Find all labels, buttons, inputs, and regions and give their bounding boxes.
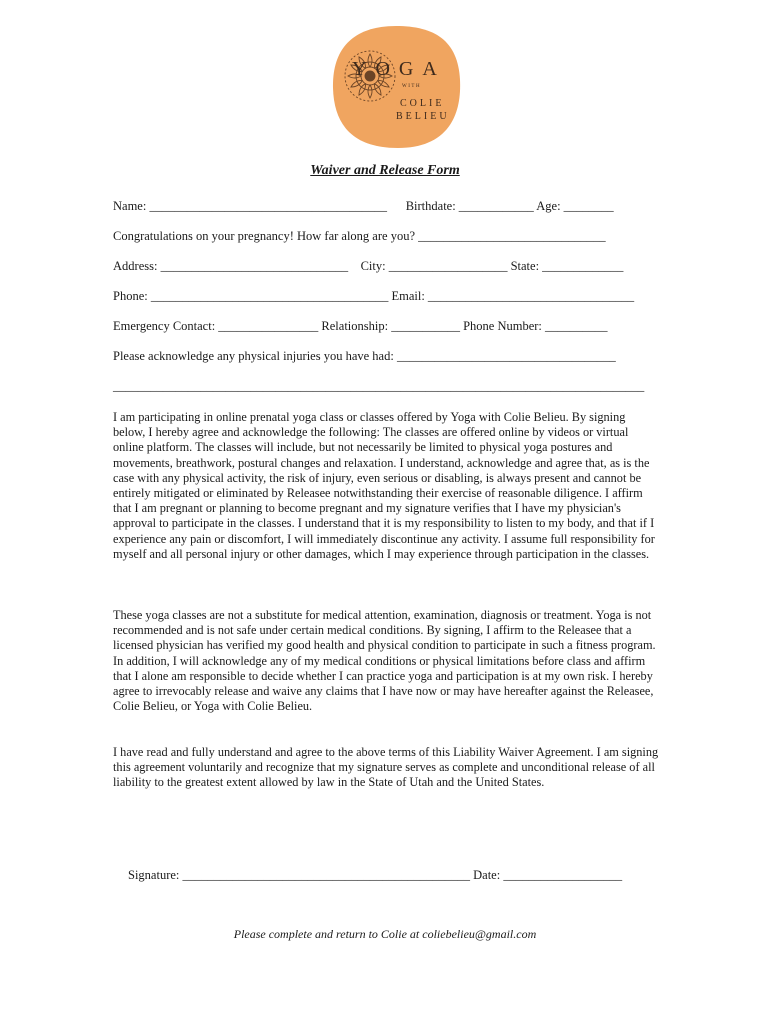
pregnancy-field[interactable]: Congratulations on your pregnancy! How far along are you? ______________________________ bbox=[113, 229, 606, 243]
logo-name-first: COLIE bbox=[400, 98, 445, 109]
address-city-state-fields[interactable]: Address: ______________________________ City: ___________________ State: _____________ bbox=[113, 259, 624, 273]
waiver-paragraph-1: I am participating in online prenatal yoga class or classes offered by Yoga with Colie Belieu. By signing below, I hereby agree and acknowledge the following: The classes are offered online by videos or virtual online platform. The classes will include, but not necessarily be limited to physical yoga postures and movements, breathwork, postural changes and relaxation. I understand, acknowledge and agree that, as is the case with any physical activity, the risk of injury, even serious or disabling, is always present and cannot be entirely mitigated or eliminated by Releasee notwithstanding their exercise of reasonable diligence. I affirm that I am pregnant or planning to become pregnant and my signature verifies that I have my physician's approval to participate in the classes. I understand that it is my responsibility to listen to my body, and that if I experience any pain or discomfort, I will immediately discontinue any activity. I assume full responsibility for myself and all personal injury or other damages, which I may experience through participation in the classes. bbox=[113, 410, 655, 561]
form-title: Waiver and Release Form bbox=[310, 163, 460, 178]
logo-with: WITH bbox=[402, 84, 422, 89]
logo-title: YOGA bbox=[352, 58, 446, 80]
name-birthdate-age-fields[interactable]: Name: ______________________________________ Birthdate: ____________ Age: ________ bbox=[113, 199, 614, 213]
emergency-contact-fields[interactable]: Emergency Contact: ________________ Relationship: ___________ Phone Number: __________ bbox=[113, 319, 608, 333]
injuries-field[interactable]: Please acknowledge any physical injuries you have had: ___________________________________ bbox=[113, 349, 616, 363]
phone-email-fields[interactable]: Phone: ______________________________________ Email: _________________________________ bbox=[113, 289, 635, 303]
injuries-continuation-field[interactable]: _____________________________________________________________________________________ bbox=[113, 379, 645, 393]
waiver-paragraph-2: These yoga classes are not a substitute for medical attention, examination, diagnosis or treatment. Yoga is not recommended and is not safe under certain medical conditions. By signing, I affirm to the Releasee that a licensed physician has verified my good health and physical condition to participate in such a fitness program. In addition, I will acknowledge any of my medical conditions or physical limitations before class and affirm that I alone am responsible to decide whether I can practice yoga and participation is at my own risk. I hereby agree to irrevocably release and waive any claims that I have now or may have hereafter against the Releasee, Colie Belieu, or Yoga with Colie Belieu. bbox=[113, 608, 656, 714]
yoga-logo bbox=[330, 24, 462, 150]
return-instructions: Please complete and return to Colie at coliebelieu@gmail.com bbox=[233, 927, 537, 941]
signature-date-fields[interactable]: Signature: ______________________________________________ Date: ___________________ bbox=[128, 868, 623, 882]
logo-name-last: BELIEU bbox=[396, 111, 450, 122]
waiver-paragraph-3: I have read and fully understand and agree to the above terms of this Liability Waiver Agreement. I am signing this agreement voluntarily and recognize that my signature serves as complete and unconditional release of all liability to the greatest extent allowed by law in the State of Utah and the United States. bbox=[113, 745, 659, 790]
